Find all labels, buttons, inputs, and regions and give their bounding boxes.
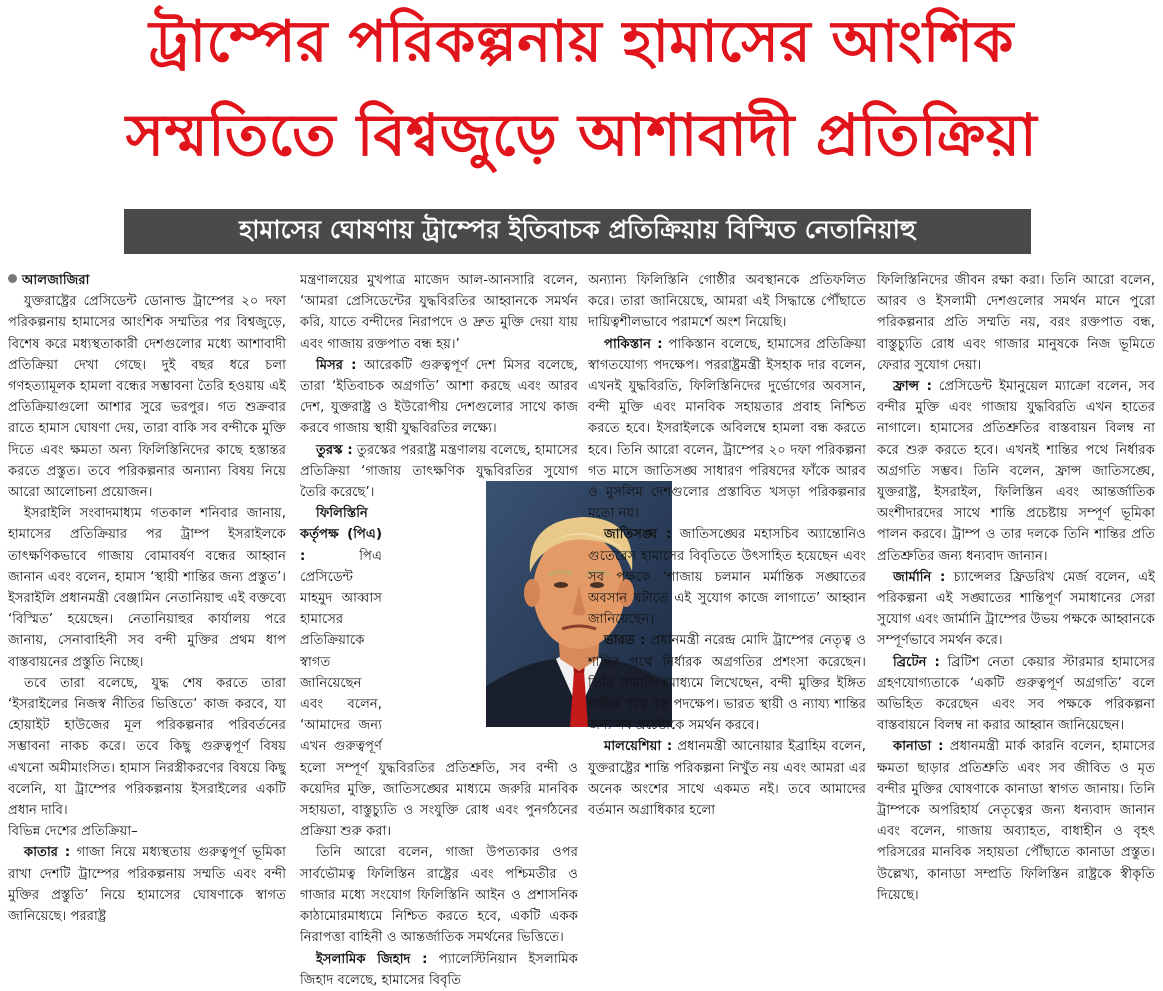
country-paragraph-india [588,630,866,736]
country-paragraph-un [588,524,866,630]
country-text: পিএ প্রেসিডেন্ট মাহমুদ আব্বাস হামাসের প্রতিক্রিয়াকে স্বাগত জানিয়েছেন এবং বলেন, ‘আমাদের জন্য এখন গুরুত্বপূর্ণ হলো সম্পূর্ণ যুদ্ধবিরতির প্রতিশ্রুতি, সব বন্দী ও কয়েদির মুক্তি, জাতিসঙ্ঘের মাধ্যমে জরুরি মানবিক সহায়তা, বাস্তুচ্যুতি ও সংযুক্তি রোধ এবং পুনর্গঠনের প্রক্রিয়া শুরু করা। [300,548,578,840]
article-column-2 [300,270,578,988]
country-label: কানাডা : [893,739,944,755]
country-label: ইসলামিক জিহাদ : [316,951,428,967]
country-text: জাতিসঙ্ঘের মহাসচিব অ্যান্তোনিও গুতেরেস হামাসের বিবৃতিতে উৎসাহিত হয়েছেন এবং সব পক্ষকে ‘গাজায় চলমান মর্মান্তিক সঙ্ঘাতের অবসান ঘটাতে এই সুযোগ কাজে লাগাতে’ আহ্বান জানিয়েছেন। [588,527,867,628]
country-paragraph-qatar [8,842,286,927]
country-text: চ্যান্সেলর ফ্রিডরিখ মের্জ বলেন, এই পরিকল্পনা এই সঙ্ঘাতের শান্তিপূর্ণ সমাধানের সেরা সুযোগ এবং জার্মানি ট্রাম্পের উভয় পক্ষকে আহ্বানকে সম্পূর্ণভাবে সমর্থন করে। [877,569,1156,649]
paragraph: অন্যান্য ফিলিস্তিনি গোষ্ঠীর অবস্থানকে প্রতিফলিত করে। তারা জানিয়েছে, আমরা এই সিদ্ধান্তে পৌঁছাতে দায়িত্বশীলভাবে পরামর্শে অংশ নিয়েছি। [588,273,866,331]
country-text: প্রধানমন্ত্রী আনোয়ার ইব্রাহিম বলেন, যুক্তরাষ্ট্রের শান্তি পরিকল্পনা নিখুঁত নয় এবং আমরা এর অনেক অংশের সাথে একমত নই। তবে আমাদের বর্তমান অগ্রাধিকার হলো [588,739,866,819]
source-bullet-icon [8,274,17,283]
article-column-4 [877,270,1156,903]
headline-line-1: ট্রাম্পের পরিকল্পনায় হামাসের আংশিক [149,9,1014,75]
country-paragraph-britain [877,652,1155,737]
country-paragraph-egypt [300,355,578,440]
country-label: কাতার : [24,845,71,861]
country-label: ভারত : [604,633,646,649]
paragraph: তবে তারা বলেছে, যুদ্ধ শেষ করতে তারা ‘ইসরাইলের নিজস্ব নীতির ভিত্তিতে’ কাজ করবে, যা হোয়াইট হাউজের মূল পরিকল্পনার পরিবর্তনের সম্ভাবনা নাকচ করে। তবে কিছু গুরুত্বপূর্ণ বিষয় এখনো অমীমাংসিত। হামাস নিরস্ত্রীকরণের বিষয়ে কিছু বলেনি, যা ট্রাম্পের পরিকল্পনায় ইসরাইলের একটি প্রধান দাবি। [8,675,286,819]
country-paragraph-canada [877,736,1155,906]
country-label: মালয়েশিয়া : [604,739,673,755]
article-column-1 [8,270,286,925]
country-text: পাকিস্তান বলেছে, হামাসের প্রতিক্রিয়া স্বাগতযোগ্য পদক্ষেপ। পররাষ্ট্রমন্ত্রী ইসহাক দার বলেন, এখনই যুদ্ধবিরতি, ফিলিস্তিনিদের দুর্ভোগের অবসান, বন্দী মুক্তি এবং মানবিক সহায়তার প্রবাহ নিশ্চিত করতে হবে। ইসরাইলকে অবিলম্বে হামলা বন্ধ করতে হবে। তিনি আরো বলেন, ট্রাম্পের ২০ দফা পরিকল্পনা গত মাসে জাতিসঙ্ঘ সাধারণ পরিষদের ফাঁকে আরব ও মুসলিম দেশগুলোর প্রস্তাবিত খসড়া পরিকল্পনার মতো নয়। [588,336,867,522]
paragraph: ফিলিস্তিনিদের জীবন রক্ষা করা। তিনি আরো বলেন, আরব ও ইসলামী দেশগুলোর সমর্থন মানে পুরো পরিকল্পনার প্রতি সম্মতি নয়, বরং রক্তপাত বন্ধ, বাস্তুচ্যুতি রোধ এবং গাজার মানুষকে নিজ ভূমিতে ফেরার সুযোগ দেয়া। [877,273,1155,373]
subheadline-text: হামাসের ঘোষণায় ট্রাম্পের ইতিবাচক প্রতিক্রিয়ায় বিস্মিত নেতানিয়াহু [239,215,916,244]
country-label: ফ্রান্স : [893,379,932,395]
country-label: মিসর : [316,357,357,373]
country-label: জাতিসঙ্ঘ : [604,527,672,543]
country-label: তুরস্ক : [316,442,353,458]
paragraph: ইসরাইলি সংবাদমাধ্যম গতকাল শনিবার জানায়, হামাসের প্রতিক্রিয়ার পর ট্রাম্প ইসরাইলকে তাৎক্ষণিকভাবে গাজায় বোমাবর্ষণ বন্ধের আহ্বান জানান এবং বলেন, হামাস ‘স্থায়ী শান্তির জন্য প্রস্তুত’। ইসরাইলি প্রধানমন্ত্রী বেঞ্জামিন নেতানিয়াহু এই বক্তব্যে ‘বিস্মিত’ হয়েছেন। নেতানিয়াহুর কার্যালয় পরে জানায়, সেনাবাহিনী সব বন্দী মুক্তির প্রথম ধাপ বাস্তবায়নের প্রস্তুতি নিচ্ছে। [8,506,286,670]
paragraph: তিনি আরো বলেন, গাজা উপত্যকার ওপর সার্বভৌমত্ব ফিলিস্তিন রাষ্ট্রের এবং পশ্চিমতীর ও গাজার মধ্যে সংযোগ ফিলিস্তিনি আইন ও প্রশাসনিক কাঠামোরমাধ্যমে নিশ্চিত করতে হবে, একটি একক নিরাপত্তা বাহিনী ও আন্তর্জাতিক সমর্থনের ভিত্তিতে। [300,845,578,946]
country-text: গাজা নিয়ে মধ্যস্থতায় গুরুত্বপূর্ণ ভূমিকা রাখা দেশটি ট্রাম্পের পরিকল্পনায় সম্মতি এবং বন্দী মুক্তির প্রস্তুতি’ নিয়ে হামাসের ঘোষণাকে স্বাগত জানিয়েছে। পররাষ্ট্র [8,845,286,925]
country-label: ব্রিটেন : [893,654,940,670]
country-text: তুরস্কের পররাষ্ট্র মন্ত্রণালয় বলেছে, হামাসের প্রতিক্রিয়া ‘গাজায় তাৎক্ষণিক যুদ্ধবিরতির সুযোগ তৈরি করেছে’। [300,442,578,501]
country-label: জার্মানি : [893,569,946,585]
country-text: প্রেসিডেন্ট ইমানুয়েল ম্যাক্রো বলেন, সব বন্দীর মুক্তি এবং গাজায় যুদ্ধবিরতি এখন হাতের নাগালে। হামাসের প্রতিশ্রুতির বাস্তবায়ন বিলম্ব না করে শুরু করতে হবে। এখনই শান্তির পথে নির্ধারক অগ্রগতি সম্ভব। তিনি বলেন, ফ্রান্স জাতিসঙ্ঘে, যুক্তরাষ্ট্র, ইসরাইল, ফিলিস্তিন এবং আন্তর্জাতিক অংশীদারদের সাথে শান্তি প্রচেষ্টায় সম্পূর্ণ ভূমিকা পালন করবে। ট্রাম্প ও তার দলকে তিনি শান্তির প্রতি প্রতিশ্রুতির জন্য ধন্যবাদ জানান। [877,379,1155,564]
paragraph: যুক্তরাষ্ট্রের প্রেসিডেন্ট ডোনাল্ড ট্রাম্পের ২০ দফা পরিকল্পনায় হামাসের আংশিক সম্মতির পর বিশ্বজুড়ে, বিশেষ করে মধ্যস্থতাকারী দেশগুলোর মধ্যে আশাবাদী প্রতিক্রিয়া দেখা গেছে। দুই বছর ধরে চলা গণহত্যামূলক হামলা বন্ধের সম্ভাবনা তৈরি হওয়ায় এই প্রতিক্রিয়াগুলো আশার সুরে ভরপুর। গত শুক্রবার রাতে হামাস ঘোষণা দেয়, তারা বাকি সব বন্দীকে মুক্তি দিতে এবং ক্ষমতা অন্য ফিলিস্তিনিদের কাছে হস্তান্তর করতে প্রস্তুত। তবে পরিকল্পনার অন্যান্য বিষয় নিয়ে আরো আলোচনা প্রয়োজন। [8,294,286,501]
country-paragraph-turkey [300,440,578,504]
paragraph: মন্ত্রণালয়ের মুখপাত্র মাজেদ আল-আনসারি বলেন, ‘আমরা প্রেসিডেন্টের যুদ্ধবিরতির আহ্বানকে সমর্থন করি, যাতে বন্দীদের নিরাপদে ও দ্রুত মুক্তি দেয়া যায় এবং গাজায় রক্তপাত বন্ধ হয়।’ [300,273,578,352]
country-label: ফিলিস্তিনি কর্তৃপক্ষ (পিএ) : [300,506,382,564]
country-text: প্রধানমন্ত্রী নরেন্দ্র মোদি ট্রাম্পের নেতৃত্ব ও শান্তির পথে নির্ধারক অগ্রগতির প্রশংসা করেছেন। তিনি সামাজিকমাধ্যমে লিখেছেন, বন্দী মুক্তির ইঙ্গিত শান্তির পথে বড় পদক্ষেপ। ভারত স্থায়ী ও ন্যায্য শান্তির জন্য সব প্রচেষ্টাকে সমর্থন করবে। [588,633,866,734]
country-text: প্রধানমন্ত্রী মার্ক কারনি বলেন, হামাসের ক্ষমতা ছাড়ার প্রতিশ্রুতি এবং সব জীবিত ও মৃত বন্দীর মুক্তির ঘোষণাকে কানাডা স্বাগত জানায়। তিনি ট্রাম্পকে অপরিহার্য নেতৃত্বের জন্য ধন্যবাদ জানান এবং বলেন, গাজায় অব্যাহত, বাধাহীন ও বৃহৎ পরিসরের মানবিক সহায়তা পৌঁছাতে কানাডা প্রস্তুত। উল্লেখ্য, কানাডা সম্প্রতি ফিলিস্তিন রাষ্ট্রকে স্বীকৃতি দিয়েছে। [877,739,1155,903]
country-paragraph-malaysia [588,736,866,821]
country-text: ব্রিটিশ নেতা কেয়ার স্টারমার হামাসের গ্রহণযোগ্যতাকে ‘একটি গুরুত্বপূর্ণ অগ্রগতি’ বলে অভিহিত করেছেন এবং সব পক্ষকে পরিকল্পনা বাস্তবায়নে বিলম্ব না করার আহ্বান জানিয়েছেন। [877,654,1155,734]
section-heading: বিভিন্ন দেশের প্রতিক্রিয়া– [8,824,138,840]
country-text: আরেকটি গুরুত্বপূর্ণ দেশ মিসর বলেছে, তারা ‘ইতিবাচক অগ্রগতি’ আশা করছে এবং আরব দেশ, যুক্তরাষ্ট্র ও ইউরোপীয় দেশগুলোর সাথে কাজ করবে গাজায় স্থায়ী যুদ্ধবিরতির লক্ষ্যে। [300,357,578,437]
article-column-3 [588,270,866,888]
headline-line-2: সম্মতিতে বিশ্বজুড়ে আশাবাদী প্রতিক্রিয়া [125,101,1038,169]
subheadline-banner [124,209,1031,254]
photo-spacer [382,503,578,751]
source-line [8,270,286,291]
country-text: প্যালেস্টিনিয়ান ইসলামিক জিহাদ বলেছে, হামাসের বিবৃতি [300,951,578,988]
country-paragraph-pakistan [588,334,866,525]
country-paragraph-jihad [300,949,578,991]
country-paragraph-france [877,376,1155,567]
country-paragraph-germany [877,567,1155,652]
country-label: পাকিস্তান : [604,336,663,352]
source-name: আলজাজিরা [22,273,90,288]
